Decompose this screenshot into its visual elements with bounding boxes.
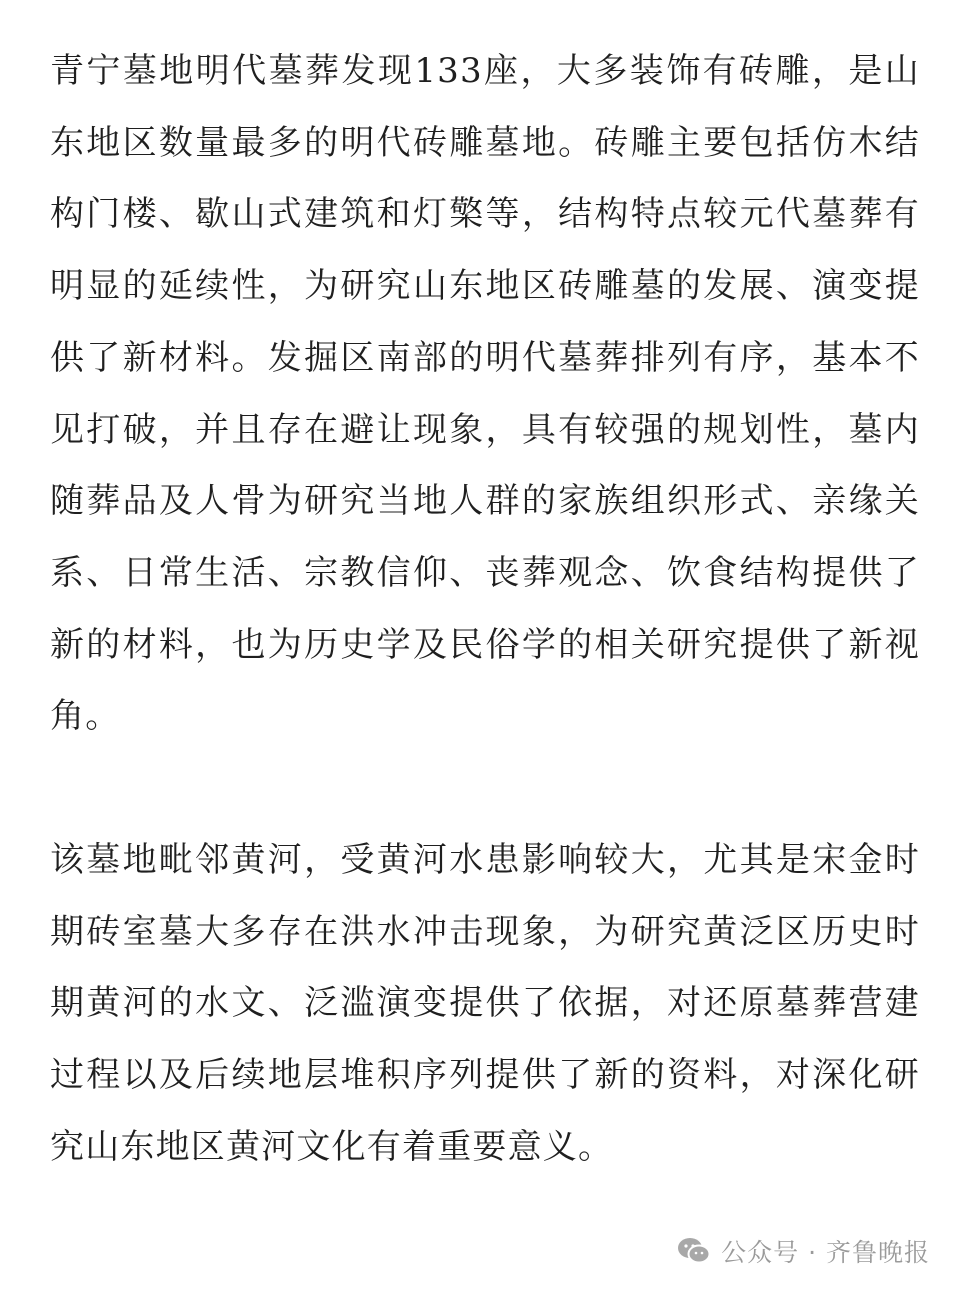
article-body — [50, 36, 920, 1184]
article-paragraph-1: 青宁墓地明代墓葬发现133座，大多装饰有砖雕，是山东地区数量最多的明代砖雕墓地。砖雕主要包括仿木结构门楼、歇山式建筑和灯檠等，结构特点较元代墓葬有明显的延续性，为研究山东地区砖雕墓的发展、演变提供了新材料。发掘区南部的明代墓葬排列有序，基本不见打破，并且存在避让现象，具有较强的规划性，墓内随葬品及人骨为研究当地人群的家族组织形式、亲缘关系、日常生活、宗教信仰、丧葬观念、饮食结构提供了新的材料，也为历史学及民俗学的相关研究提供了新视角。 — [50, 51, 920, 737]
watermark-text: 公众号 · 齐鲁晚报 — [721, 1238, 930, 1267]
article-paragraph-2: 该墓地毗邻黄河，受黄河水患影响较大，尤其是宋金时期砖室墓大多存在洪水冲击现象，为研究黄泛区历史时期黄河的水文、泛滥演变提供了依据，对还原墓葬营建过程以及后续地层堆积序列提供了新的资料，对深化研究山东地区黄河文化有着重要意义。 — [50, 840, 920, 1167]
wechat-icon — [677, 1237, 711, 1265]
source-watermark — [677, 1233, 930, 1269]
